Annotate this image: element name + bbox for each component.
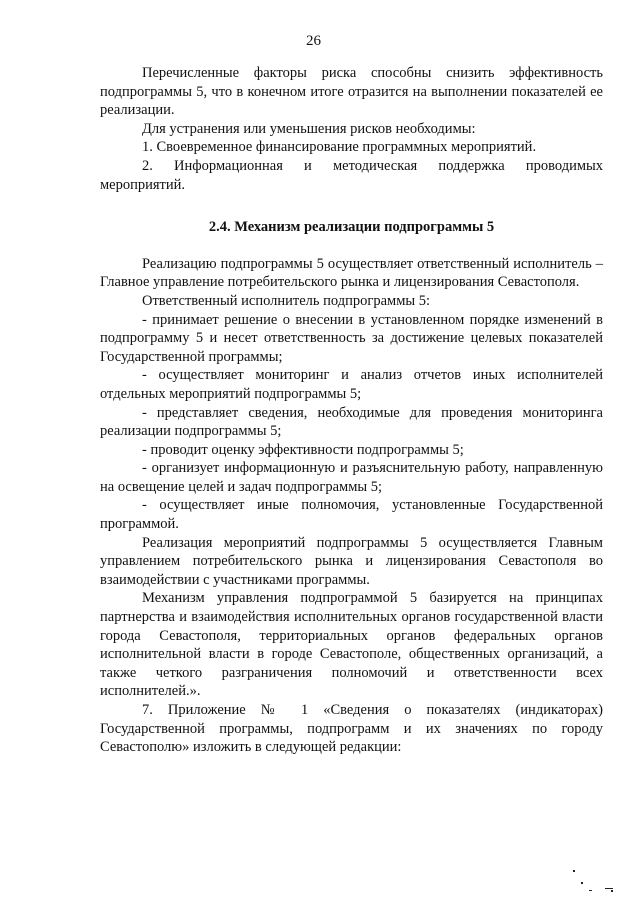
duty-item-decisions: - принимает решение о внесении в установленном порядке изменений в подпрограмму 5 и несет ответственность за достижение целевых показателей Государственной программы; bbox=[100, 311, 603, 365]
section-heading: 2.4. Механизм реализации подпрограммы 5 bbox=[208, 219, 495, 236]
paragraph-responsible-executor: Реализацию подпрограммы 5 осуществляет ответственный исполнитель – Главное управление потребительского рынка и лицензирования Севастополя. bbox=[100, 255, 603, 291]
duty-item-other-powers: - осуществляет иные полномочия, установленные Государственной программой. bbox=[100, 497, 603, 533]
duty-item-monitoring: - осуществляет мониторинг и анализ отчетов иных исполнителей отдельных мероприятий подпрограммы 5; bbox=[100, 367, 603, 402]
paragraph-implementation: Реализация мероприятий подпрограммы 5 осуществляется Главным управлением потребительского рынка и лицензирования Севастополя во взаимодействии с участниками программы. bbox=[100, 534, 603, 588]
document-body bbox=[100, 64, 603, 757]
list-item-financing: 1. Своевременное финансирование программных мероприятий. bbox=[142, 139, 537, 156]
page-number: 26 bbox=[306, 33, 321, 49]
paragraph-management-mechanism: Механизм управления подпрограммой 5 базируется на принципах партнерства и взаимодействия исполнительных органов государственной власти города Севастополя, территориальных органов федеральных органов исполнительной власти в городе Севастополе, общественных организаций, а также четкого разграничения полномочий и ответственности всех исполнителей.». bbox=[100, 590, 603, 700]
paragraph-risk-measures-intro: Для устранения или уменьшения рисков необходимы: bbox=[142, 120, 476, 137]
duty-item-reporting: - представляет сведения, необходимые для проведения мониторинга реализации подпрограммы 5; bbox=[100, 404, 603, 440]
paragraph-risk-factors: Перечисленные факторы риска способны снизить эффективность подпрограммы 5, что в конечном итоге отразится на выполнении показателей ее реализации. bbox=[100, 65, 603, 119]
paragraph-executor-duties-intro: Ответственный исполнитель подпрограммы 5: bbox=[142, 292, 431, 309]
duty-item-evaluation: - проводит оценку эффективности подпрограммы 5; bbox=[142, 441, 464, 458]
scan-marks bbox=[567, 864, 627, 904]
list-item-info-support: 2. Информационная и методическая поддержка проводимых мероприятий. bbox=[100, 157, 603, 193]
paragraph-appendix-amendment: 7. Приложение № 1 «Сведения о показателях (индикаторах) Государственной программы, подпрограмм и их значениях по городу Севастополю» изложить в следующей редакции: bbox=[100, 702, 603, 756]
duty-item-outreach: - организует информационную и разъяснительную работу, направленную на освещение целей и задач подпрограммы 5; bbox=[100, 460, 603, 495]
